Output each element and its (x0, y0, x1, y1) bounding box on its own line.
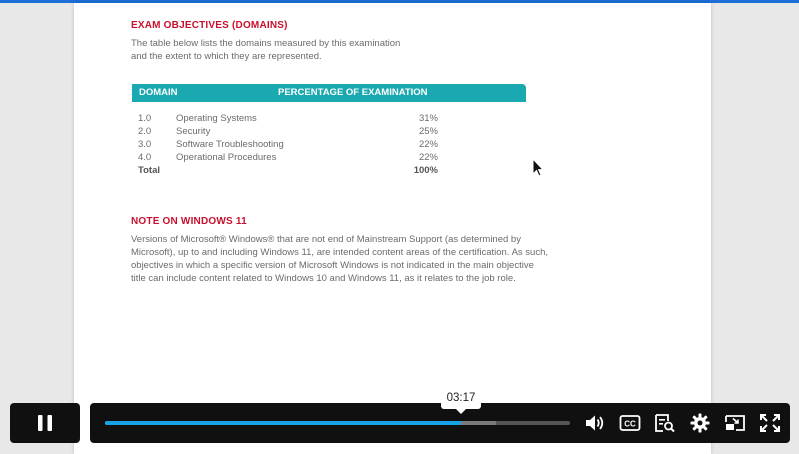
objectives-text-line2: and the extent to which they are represented. (131, 51, 322, 62)
mouse-pointer-icon (532, 158, 544, 178)
row-number: 1.0 (138, 113, 152, 124)
fullscreen-icon[interactable] (759, 413, 781, 433)
settings-gear-icon[interactable] (689, 413, 711, 433)
row-percentage: 31% (418, 113, 438, 124)
note-line-1: Versions of Microsoft® Windows® that are not end of Mainstream Support (as determined by (131, 234, 521, 245)
row-number: 2.0 (138, 126, 152, 137)
objectives-heading: EXAM OBJECTIVES (DOMAINS) (131, 20, 288, 31)
svg-text:CC: CC (624, 419, 636, 429)
picture-in-picture-icon[interactable] (724, 413, 746, 433)
progress-bar[interactable] (105, 421, 570, 425)
note-line-2: Microsoft), up to and including Windows 11, are intended content areas of the certification. As such, (131, 247, 548, 258)
objectives-text-line1: The table below lists the domains measured by this examination (131, 38, 401, 49)
table-row (138, 113, 438, 126)
total-label: Total (138, 165, 160, 176)
transcript-icon[interactable] (654, 413, 676, 433)
progress-played (105, 421, 461, 425)
note-line-4: title can include content related to Windows 10 and Windows 11, as it relates to the job role. (131, 273, 516, 284)
player-control-bar (90, 403, 790, 443)
seek-time-tooltip: 03:17 (441, 388, 481, 409)
document-page (74, 3, 711, 454)
note-heading: NOTE ON WINDOWS 11 (131, 216, 247, 227)
table-row (138, 152, 438, 165)
header-domain: DOMAIN (139, 87, 178, 98)
row-domain: Operational Procedures (176, 152, 277, 163)
row-domain: Security (176, 126, 211, 137)
row-domain: Software Troubleshooting (176, 139, 284, 150)
table-total-row (138, 165, 438, 178)
domains-table-header (132, 84, 526, 102)
row-number: 3.0 (138, 139, 152, 150)
note-line-3: objectives in which a specific version of Microsoft Windows is not indicated in the main objective (131, 260, 534, 271)
pause-icon (36, 414, 54, 432)
row-percentage: 22% (418, 139, 438, 150)
row-number: 4.0 (138, 152, 152, 163)
row-percentage: 22% (418, 152, 438, 163)
row-domain: Operating Systems (176, 113, 257, 124)
closed-captions-icon[interactable] (619, 413, 641, 433)
volume-icon[interactable] (584, 413, 606, 433)
pause-button[interactable] (10, 403, 80, 443)
table-row (138, 126, 438, 139)
total-percentage: 100% (413, 165, 438, 176)
header-percentage: PERCENTAGE OF EXAMINATION (278, 87, 428, 98)
row-percentage: 25% (418, 126, 438, 137)
table-row (138, 139, 438, 152)
